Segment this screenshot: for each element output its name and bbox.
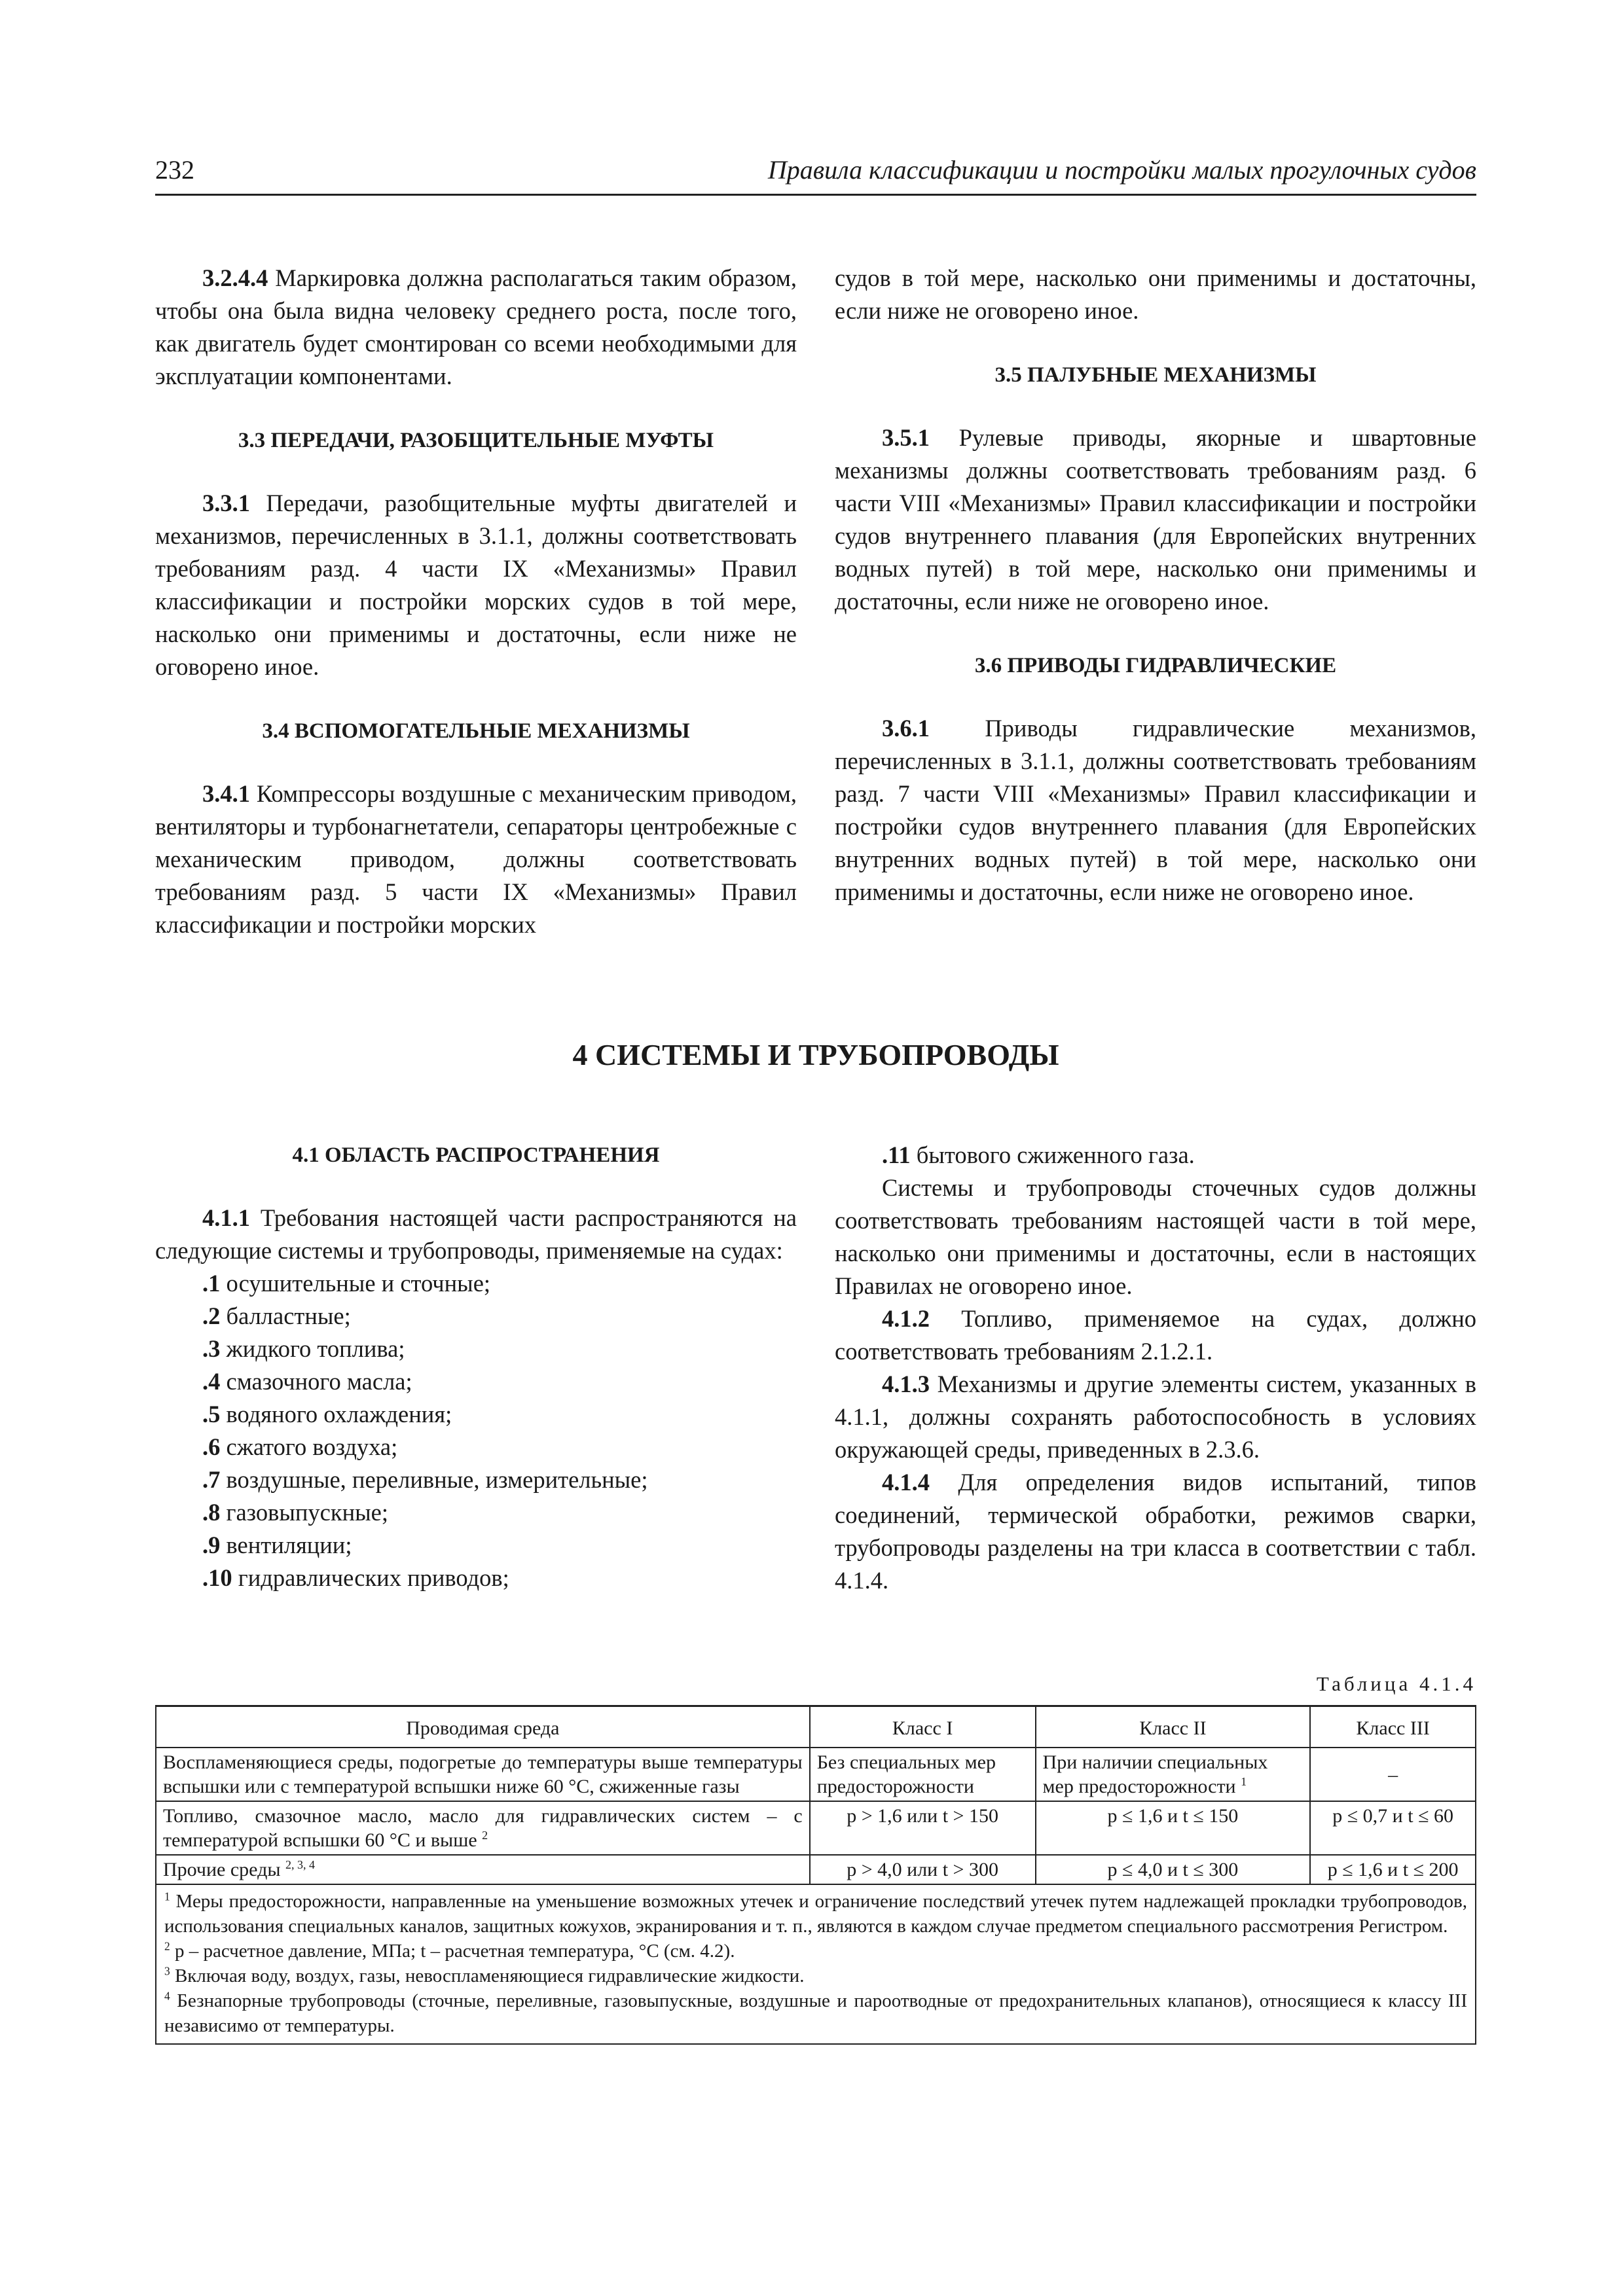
cell-class-2 xyxy=(1036,1748,1311,1801)
medium-text: Прочие среды xyxy=(163,1859,281,1880)
item-text: воздушные, переливные, измерительные; xyxy=(220,1466,648,1493)
table-notes-row xyxy=(156,1884,1476,2044)
note-2 xyxy=(164,1939,1467,1964)
list-item xyxy=(155,1398,797,1431)
header-class-2: Класс II xyxy=(1036,1706,1311,1748)
note-mark: 3 xyxy=(164,1964,170,1978)
medium-text: Воспламеняющиеся среды, подогретые до температуры выше температуры вспышки или с температурой вспышки ниже 60 °С, сжиженные газы xyxy=(163,1751,803,1797)
paragraph-continued: судов в той мере, насколько они применимы и достаточны, если ниже не оговорено иное. xyxy=(835,264,1476,324)
page-header xyxy=(155,154,1476,196)
item-number: .6 xyxy=(202,1433,221,1460)
note-4 xyxy=(164,1988,1467,2038)
paragraph-text: Передачи, разобщительные муфты двигателей и механизмов, перечисленных в 3.1.1, должны соответствовать требованиям разд. 4 части IX «Механизмы» Правил классификации и постройки морских судов в той мере, насколько они применимы и достаточны, если ниже не оговорено иное. xyxy=(155,490,797,680)
item-number: .3 xyxy=(202,1335,221,1362)
cell-class-2: p ≤ 1,6 и t ≤ 150 xyxy=(1036,1801,1311,1855)
item-number: .4 xyxy=(202,1368,221,1395)
item-number: .10 xyxy=(202,1564,232,1591)
paragraph-text: Топливо, применяемое на судах, должно соответствовать требованиям 2.1.2.1. xyxy=(835,1305,1476,1365)
clause-number: 4.1.3 xyxy=(882,1371,930,1397)
right-column-bottom xyxy=(835,1139,1476,1597)
paragraph-text: Для определения видов испытаний, типов соединений, термической обработки, режимов сварки, трубопроводы разделены на три класса в соответствии с табл. 4.1.4. xyxy=(835,1469,1476,1594)
paragraph-4-1-1 xyxy=(155,1202,797,1267)
paragraph-3-2-4-4 xyxy=(155,262,797,393)
table-notes xyxy=(156,1884,1476,2044)
medium-text: Топливо, смазочное масло, масло для гидравлических систем – с температурой вспышки 60 °С и выше xyxy=(163,1805,803,1851)
section-title-3-6: 3.6 ПРИВОДЫ ГИДРАВЛИЧЕСКИЕ xyxy=(974,654,1337,677)
paragraph-3-6-1 xyxy=(835,712,1476,908)
item-text: водяного охлаждения; xyxy=(220,1401,452,1427)
cell-class-1: p > 4,0 или t > 300 xyxy=(810,1855,1036,1884)
left-column-top xyxy=(155,262,797,941)
item-text: балластные; xyxy=(220,1302,351,1329)
note-mark: 4 xyxy=(164,1989,170,2003)
clause-number: 4.1.2 xyxy=(882,1305,930,1332)
item-text: осушительные и сточные; xyxy=(220,1270,491,1297)
header-class-1: Класс I xyxy=(810,1706,1036,1748)
paragraph-text: Требования настоящей части распространяются на следующие системы и трубопроводы, применяемые на судах: xyxy=(155,1204,797,1264)
item-text: вентиляции; xyxy=(220,1532,352,1558)
clause-number: 3.5.1 xyxy=(882,424,930,451)
item-number: .8 xyxy=(202,1499,221,1526)
paragraph-4-1-3 xyxy=(835,1368,1476,1466)
note-text: Включая воду, воздух, газы, невоспламеняющиеся гидравлические жидкости. xyxy=(170,1965,805,1986)
table-row xyxy=(156,1855,1476,1884)
note-text: Меры предосторожности, направленные на уменьшение возможных утечек и ограничение последствий утечек путем надлежащей прокладки трубопроводов, использования специальных каналов, защитных кожухов, экранирования и т. п., являются в каждом случае предметом специального рассмотрения Регистром. xyxy=(164,1891,1467,1937)
paragraph-4-1-2 xyxy=(835,1302,1476,1368)
clause-number: 3.3.1 xyxy=(202,490,250,516)
cell-class-1: p > 1,6 или t > 150 xyxy=(810,1801,1036,1855)
table-header-row xyxy=(156,1706,1476,1748)
paragraph-3-4-1 xyxy=(155,778,797,941)
footnote-mark: 2 xyxy=(482,1829,488,1842)
section-title-4-1: 4.1 ОБЛАСТЬ РАСПРОСТРАНЕНИЯ xyxy=(292,1143,660,1167)
cell-medium xyxy=(156,1801,810,1855)
list-item xyxy=(155,1267,797,1300)
cell-class-3: p ≤ 1,6 и t ≤ 200 xyxy=(1310,1855,1476,1884)
item-number: .7 xyxy=(202,1466,221,1493)
list-item-11 xyxy=(835,1139,1476,1172)
chapter-title: 4 СИСТЕМЫ И ТРУБОПРОВОДЫ xyxy=(572,1038,1059,1071)
item-text: жидкого топлива; xyxy=(220,1335,405,1362)
running-title: Правила классификации и постройки малых прогулочных судов xyxy=(767,155,1476,185)
item-number: .9 xyxy=(202,1532,221,1558)
item-text: газовыпускные; xyxy=(220,1499,388,1526)
section-title-3-5: 3.5 ПАЛУБНЫЕ МЕХАНИЗМЫ xyxy=(994,363,1317,387)
item-number: .2 xyxy=(202,1302,221,1329)
pipe-class-table xyxy=(155,1705,1476,2045)
paragraph-text: Компрессоры воздушные с механическим приводом, вентиляторы и турбонагнетатели, сепараторы центробежные с механическим приводом, должны соответствовать требованиям разд. 5 части IX «Механизмы» Правил классификации и постройки морских xyxy=(155,780,797,938)
header-medium: Проводимая среда xyxy=(156,1706,810,1748)
clause-number: 3.4.1 xyxy=(202,780,250,807)
paragraph-4-1-4 xyxy=(835,1466,1476,1597)
list-item xyxy=(155,1463,797,1496)
clause-number: 4.1.4 xyxy=(882,1469,930,1496)
footnote-mark: 1 xyxy=(1241,1775,1247,1788)
page-number: 232 xyxy=(155,155,194,185)
paragraph-text: Приводы гидравлические механизмов, перечисленных в 3.1.1, должны соответствовать требованиям разд. 7 части VIII «Механизмы» Правил классификации и постройки судов внутреннего плавания (для Европейских внутренних водных путей) в той мере, насколько они применимы и достаточны, если ниже не оговорено иное. xyxy=(835,715,1476,905)
footnote-mark: 2, 3, 4 xyxy=(285,1858,316,1871)
list-item xyxy=(155,1300,797,1333)
note-3 xyxy=(164,1964,1467,1988)
table-caption: Таблица 4.1.4 xyxy=(1316,1672,1476,1695)
cell-class-3: – xyxy=(1310,1748,1476,1801)
systems-list xyxy=(155,1267,797,1594)
item-number: .1 xyxy=(202,1270,221,1297)
item-text: смазочного масла; xyxy=(220,1368,412,1395)
list-item xyxy=(155,1529,797,1562)
header-class-3: Класс III xyxy=(1310,1706,1476,1748)
paragraph-text: Маркировка должна располагаться таким образом, чтобы она была видна человеку среднего роста, после того, как двигатель будет смонтирован со всеми необходимыми для эксплуатации компонентами. xyxy=(155,264,797,389)
paragraph-3-3-1 xyxy=(155,487,797,683)
clause-number: 4.1.1 xyxy=(202,1204,250,1231)
list-item xyxy=(155,1562,797,1594)
note-text: Безнапорные трубопроводы (сточные, переливные, газовыпускные, воздушные и пароотводные от предохранительных клапанов), относящиеся к классу III независимо от температуры. xyxy=(164,1990,1467,2036)
section-title-3-4: 3.4 ВСПОМОГАТЕЛЬНЫЕ МЕХАНИЗМЫ xyxy=(262,719,690,743)
item-text: бытового сжиженного газа. xyxy=(910,1141,1195,1168)
note-mark: 1 xyxy=(164,1890,170,1903)
class-2-text: При наличии специальных мер предосторожности xyxy=(1042,1751,1268,1797)
clause-number: 3.2.4.4 xyxy=(202,264,268,291)
cell-class-2: p ≤ 4,0 и t ≤ 300 xyxy=(1036,1855,1311,1884)
cell-class-1: Без специальных мер предосторожности xyxy=(810,1748,1036,1801)
left-column-bottom xyxy=(155,1139,797,1594)
note-mark: 2 xyxy=(164,1939,170,1953)
paragraph-text: Рулевые приводы, якорные и швартовные механизмы должны соответствовать требованиям разд. 6 части VIII «Механизмы» Правил классификации и постройки судов внутреннего плавания (для Европейских внутренних водных путей) в той мере, насколько они применимы и достаточны, если ниже не оговорено иное. xyxy=(835,424,1476,615)
item-number: .5 xyxy=(202,1401,221,1427)
list-item xyxy=(155,1365,797,1398)
list-item xyxy=(155,1333,797,1365)
paragraph-sewage: Системы и трубопроводы сточечных судов должны соответствовать требованиям настоящей части в той мере, насколько они применимы и достаточны, если в настоящих Правилах не оговорено иное. xyxy=(835,1174,1476,1299)
note-1 xyxy=(164,1889,1467,1939)
item-text: гидравлических приводов; xyxy=(232,1564,509,1591)
right-column-top xyxy=(835,262,1476,908)
paragraph-text: Механизмы и другие элементы систем, указанных в 4.1.1, должны сохранять работоспособность в условиях окружающей среды, приведенных в 2.3.6. xyxy=(835,1371,1476,1463)
table-row xyxy=(156,1801,1476,1855)
table-row xyxy=(156,1748,1476,1801)
cell-medium xyxy=(156,1748,810,1801)
cell-class-3: p ≤ 0,7 и t ≤ 60 xyxy=(1310,1801,1476,1855)
list-item xyxy=(155,1431,797,1463)
cell-medium xyxy=(156,1855,810,1884)
note-text: p – расчетное давление, МПа; t – расчетная температура, °С (см. 4.2). xyxy=(170,1941,735,1962)
item-number: .11 xyxy=(882,1141,911,1168)
clause-number: 3.6.1 xyxy=(882,715,930,742)
item-text: сжатого воздуха; xyxy=(220,1433,398,1460)
list-item xyxy=(155,1496,797,1529)
section-title-3-3: 3.3 ПЕРЕДАЧИ, РАЗОБЩИТЕЛЬНЫЕ МУФТЫ xyxy=(238,429,714,452)
paragraph-3-5-1 xyxy=(835,422,1476,618)
